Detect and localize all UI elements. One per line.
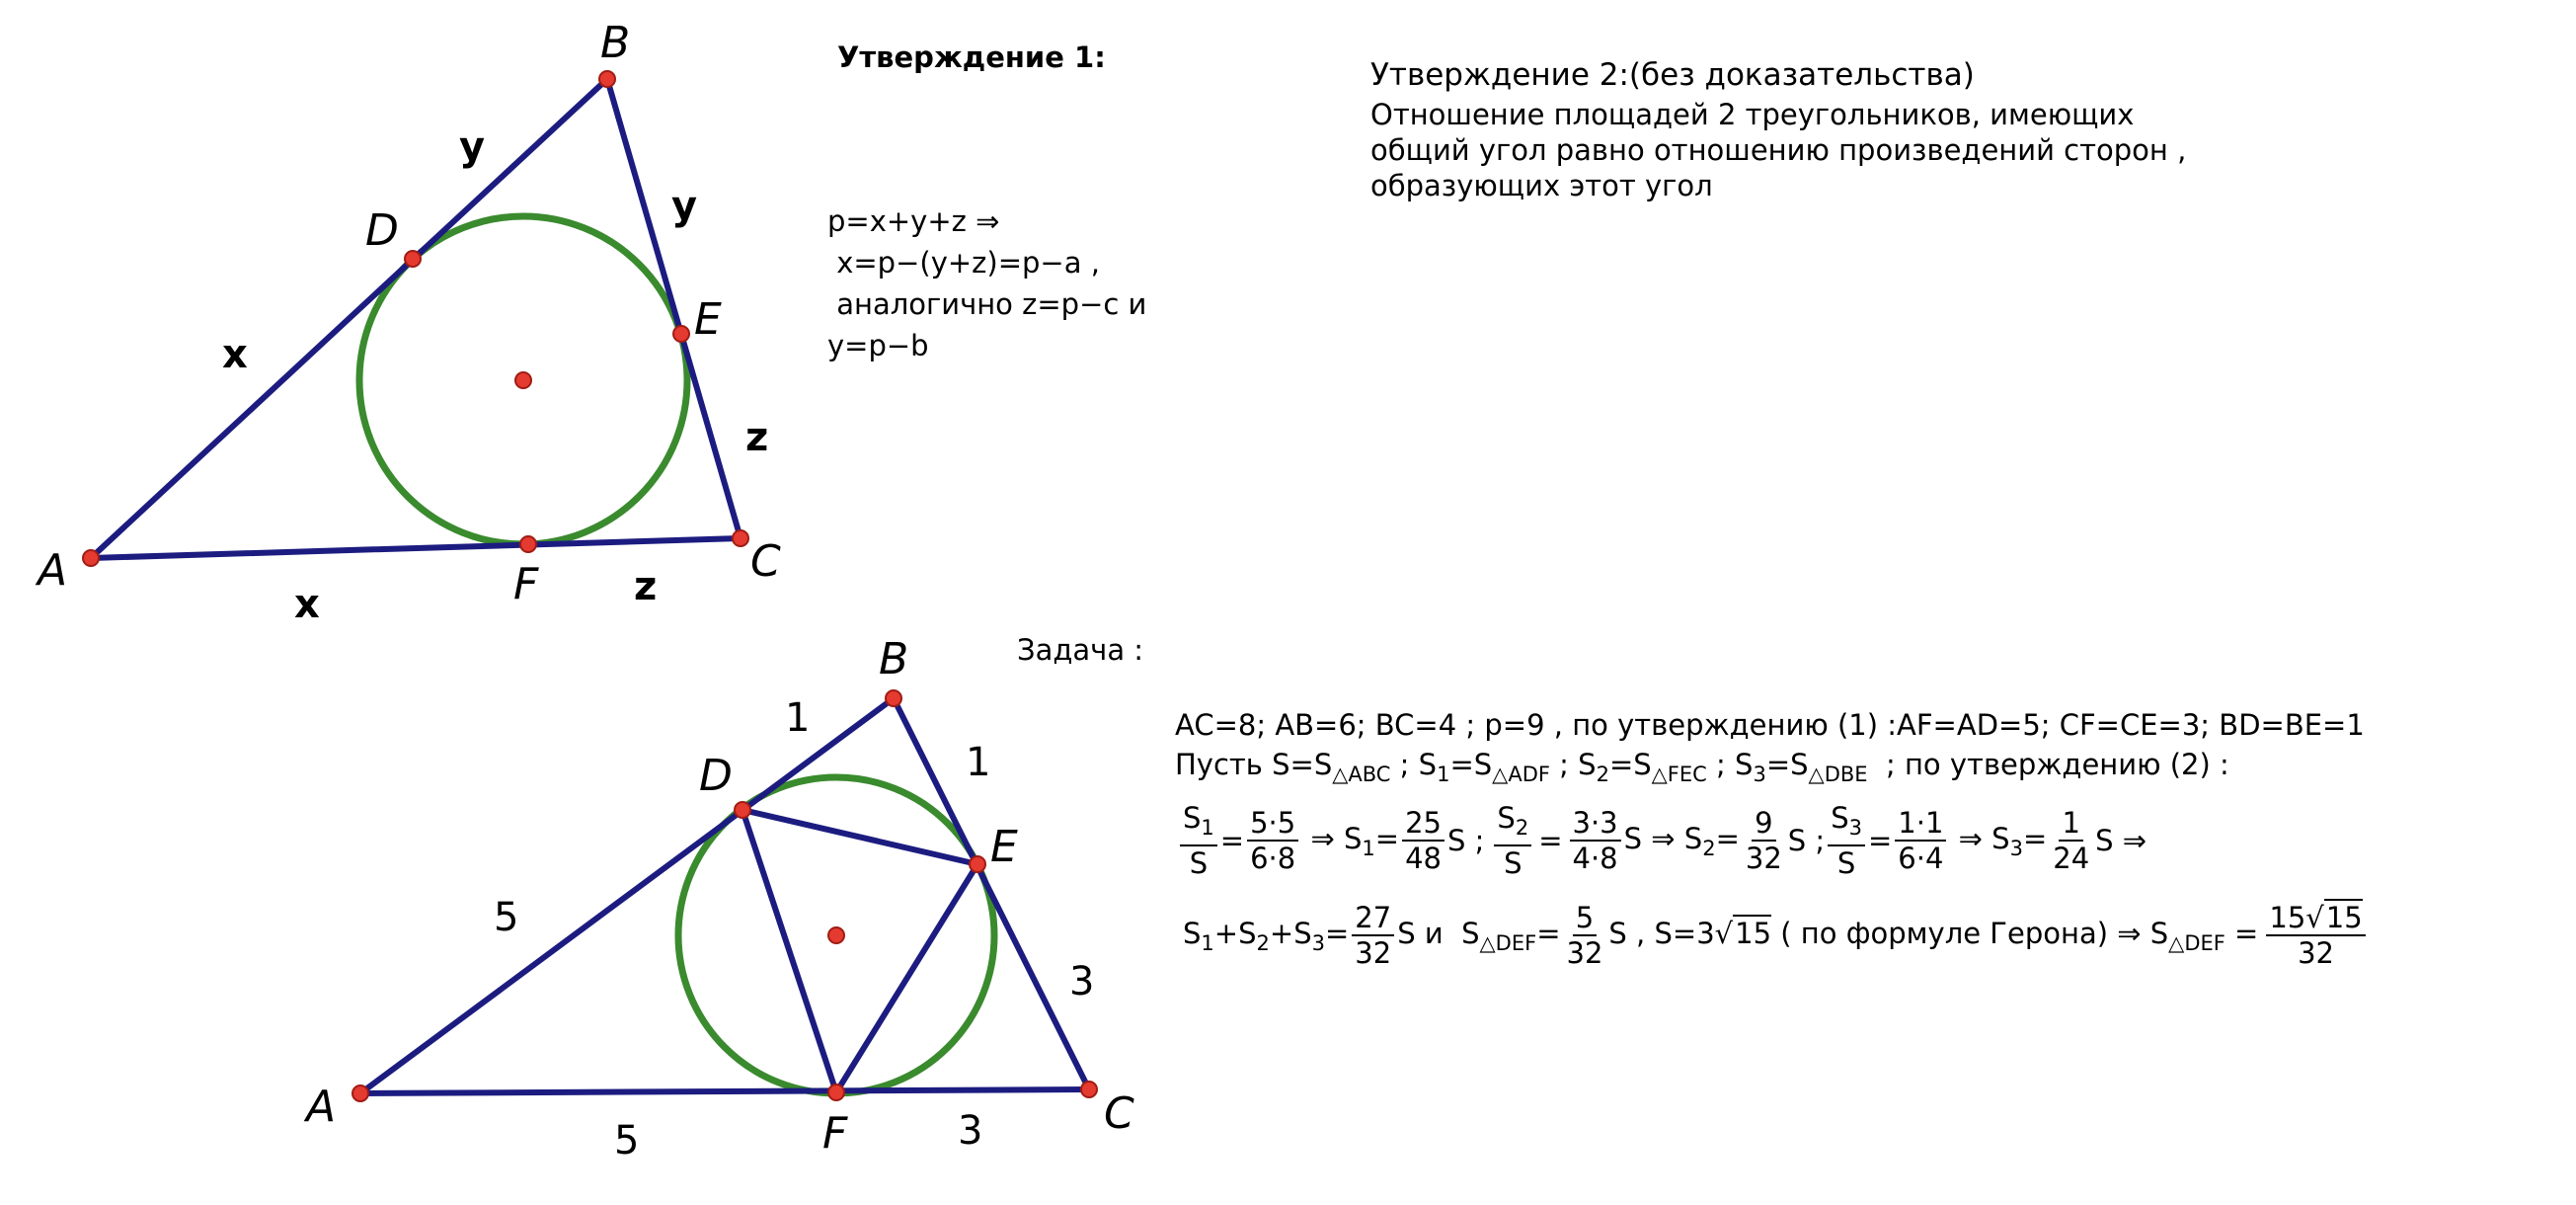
label-a-1: A	[38, 545, 68, 596]
label-b-1: B	[600, 18, 631, 68]
point-c-1	[733, 530, 748, 546]
fraction: $\frac{S_2}{S}$	[1494, 801, 1531, 880]
fraction: $\frac{3\cdot 3}{4\cdot 8}$	[1570, 806, 1621, 875]
fraction: $\frac{S_1}{S}$	[1180, 801, 1217, 880]
statement-2-line: Отношение площадей 2 треугольников, имеющих	[1370, 98, 2135, 131]
seg-ec-1: z	[745, 415, 769, 460]
point-b-1	[599, 71, 615, 87]
label-f-2: F	[822, 1108, 848, 1159]
side-ac-1	[91, 538, 741, 558]
statement-2-line: образующих этот угол	[1370, 169, 1713, 202]
point-f-2	[828, 1084, 844, 1100]
fraction: $\frac{27}{32}$	[1352, 901, 1394, 970]
label-b-2: B	[879, 634, 909, 684]
seg-af-2: 5	[614, 1118, 640, 1164]
side-ef	[836, 864, 977, 1092]
label-c-1: C	[750, 536, 781, 587]
label-c-2: C	[1104, 1088, 1134, 1139]
seg-af-1: x	[294, 582, 320, 627]
point-d-2	[735, 802, 750, 818]
seg-fc-1: z	[634, 564, 658, 609]
statement-1-line: аналогично z=p−c и	[827, 287, 1147, 321]
point-d-1	[405, 251, 421, 267]
task-title: Задача :	[1017, 633, 1144, 667]
seg-ad-2: 5	[494, 895, 519, 940]
fraction: $\frac{S_3}{S}$	[1828, 801, 1865, 880]
seg-ec-2: 3	[1069, 959, 1095, 1004]
seg-ad-1: x	[222, 332, 248, 377]
center-1	[515, 372, 531, 388]
point-c-2	[1081, 1082, 1097, 1097]
task-line-4: $S_1+S_2+S_3=$ $\frac{27}{32}$ S и $S_{\triangle DEF}=$ $\frac{5}{32}$ S , S=3√15 ( по формуле Герона) ⇒ $S_{\triangle DEF}$ = $\frac{15√15}{32}$	[1183, 891, 2369, 980]
side-df	[742, 810, 836, 1092]
seg-db-2: 1	[785, 695, 811, 741]
side-ab-2	[360, 698, 894, 1093]
label-d-1: D	[365, 205, 399, 256]
point-e-1	[673, 326, 689, 342]
fraction: $\frac{15√15}{32}$	[2266, 901, 2365, 970]
fraction: $\frac{1\cdot 1}{6\cdot 4}$	[1895, 806, 1946, 875]
figure-2	[303, 634, 1134, 1164]
center-2	[828, 927, 844, 943]
label-e-1: E	[694, 294, 722, 345]
fraction: $\frac{5}{32}$	[1566, 901, 1603, 970]
point-e-2	[970, 856, 985, 872]
task-line-1: AC=8; AB=6; BC=4 ; p=9 , по утверждению (1) :AF=AD=5; CF=CE=3; BD=BE=1	[1175, 708, 2365, 742]
label-a-2: A	[306, 1082, 337, 1132]
label-d-2: D	[699, 751, 733, 801]
side-bc-2	[894, 698, 1089, 1089]
fraction: $\frac{1}{24}$	[2053, 806, 2090, 875]
statement-1-line: y=p−b	[827, 329, 929, 362]
statement-1-title: Утверждение 1:	[837, 40, 1106, 74]
side-ab-1	[91, 79, 607, 558]
figure-1	[35, 18, 781, 627]
seg-db-1: y	[459, 124, 486, 170]
fraction: $\frac{9}{32}$	[1745, 806, 1782, 875]
fraction: $\frac{25}{48}$	[1402, 806, 1444, 875]
seg-be-2: 1	[966, 740, 991, 785]
point-a-1	[83, 550, 99, 566]
task-line-3: $\frac{S_1}{S}$ = $\frac{5\cdot 5}{6\cdot 8}$ ⇒ $S_1=$ $\frac{25}{48}$ S ; $\frac{S_2}{S}$ = $\frac{3\cdot 3}{4\cdot 8}$ S ⇒ $S_2=$ $\frac{9}{32}$ S ; $\frac{S_3}{S}$ = $\frac{1\cdot 1}{6\cdot 4}$ ⇒ $S_3=$ $\frac{1}{24}$ S ⇒	[1177, 796, 2147, 885]
seg-be-1: y	[671, 184, 698, 229]
point-a-2	[352, 1085, 368, 1101]
label-e-2: E	[990, 822, 1018, 872]
statement-1-line: p=x+y+z ⇒	[827, 204, 1000, 238]
point-b-2	[886, 690, 901, 706]
seg-fc-2: 3	[958, 1108, 983, 1154]
task-line-2: Пусть $S=S_{\triangle ABC}$ ; $S_1=S_{\triangle ADF}$ ; $S_2=S_{\triangle FEC}$ ; $S_3=S_{\triangle DBE}$ ; по утверждению (2) :	[1175, 748, 2229, 786]
statement-2-title: Утверждение 2:(без доказательства)	[1370, 57, 1975, 93]
point-f-1	[520, 536, 536, 552]
fraction: $\frac{5\cdot 5}{6\cdot 8}$	[1247, 806, 1298, 875]
statement-1-line: x=p−(y+z)=p−a ,	[827, 246, 1100, 280]
statement-2-line: общий угол равно отношению произведений сторон ,	[1370, 133, 2187, 167]
label-f-1: F	[513, 559, 539, 609]
side-ac-2	[360, 1089, 1089, 1093]
